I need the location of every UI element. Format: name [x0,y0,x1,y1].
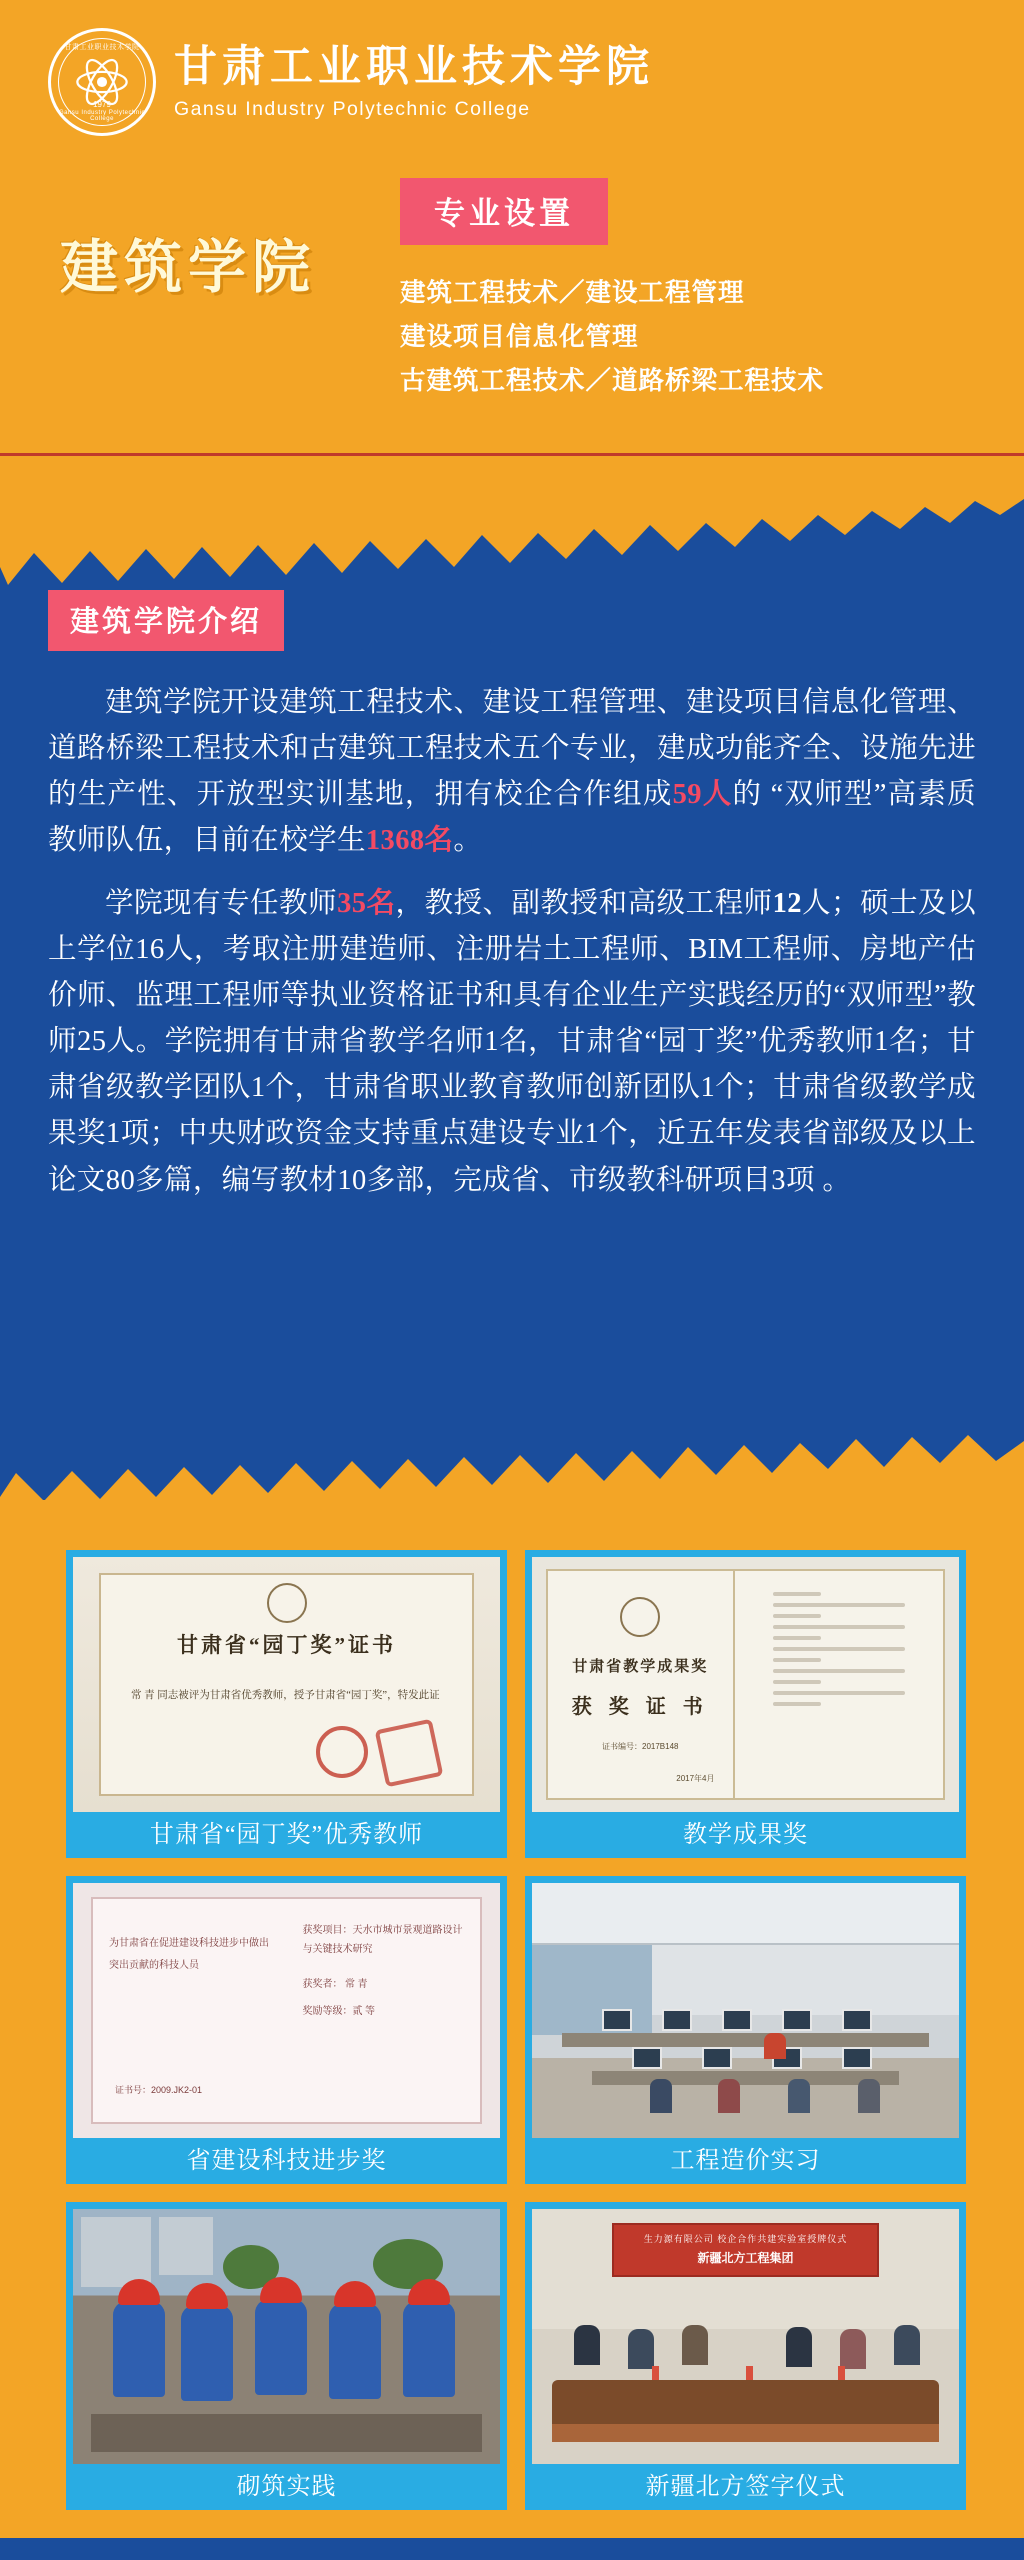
intro-p2-mid-1: ，教授、副教授和高级工程师 [395,887,773,919]
banner-small-text: 生力源有限公司 校企合作共建实验室授牌仪式 [643,2234,848,2244]
intro-p2-mid-2: 人；硕士及以上学位16人，考取注册建造师、注册岩土工程师、BIM工程师、房地产估价师、监理工程师等执业资格证书和具有企业生产实践经历的“双师型”教师25人。学院拥有甘肃省教学名师1名，甘肃省“园丁奖”优秀教师1名；甘肃省级教学团队1个，甘肃省职业教育教师创新团队1个；甘肃省级教学成果奖1项；中央财政资金支持重点建设专业1个，近五年发表省部级及以上论文80多篇，编写教材10多部，完成省、市级教科研项目3项 。 [48,887,976,1196]
photo-caption: 教学成果奖 [683,1822,808,1848]
cert-number: 证书号：2009.JK2-01 [115,2085,203,2095]
photo-caption: 新疆北方签字仪式 [645,2474,846,2500]
cert-subtitle: 获 奖 证 书 [571,1696,709,1718]
major-line: 建设项目信息化管理 [400,321,639,351]
banner-big-text: 新疆北方工程集团 [697,2251,794,2265]
logo-year: 1979 [93,100,111,109]
cert-left-text: 为甘肃省在促进建设科技进步中做出突出贡献的科技人员 [109,1938,269,1971]
cert-grade: 奖励等级：贰 等 [302,2006,375,2017]
majors-list [400,271,824,403]
gallery-card[interactable] [525,2202,966,2510]
gallery-grid [66,1550,966,2510]
page-header [0,0,1024,490]
intro-p1-end: 。 [453,825,483,857]
brand-row [0,0,1024,136]
gallery-card[interactable] [66,2202,507,2510]
gallery-card[interactable] [66,1550,507,1858]
major-line: 建筑工程技术／建设工程管理 [400,278,745,307]
intro-text [48,680,976,1220]
intro-p1-highlight-2: 1368名 [365,825,454,857]
brand-name-en: Gansu Industry Polytechnic College [174,98,531,121]
photo-caption: 工程造价实习 [670,2148,821,2174]
cert-project: 获奖项目：天水市城市景观道路设计与关键技术研究 [302,1925,463,1955]
brand-name-cn: 甘肃工业职业技术学院 [174,43,654,91]
college-logo-icon [48,28,156,136]
majors-block [400,178,824,403]
photo-signing-ceremony [532,2209,959,2464]
brand-text [174,43,654,121]
intro-paragraph-2 [48,881,976,1204]
major-line: 古建筑工程技术／道路桥梁工程技术 [400,365,825,395]
majors-badge: 专业设置 [400,178,608,245]
logo-top-text: 甘肃工业职业技术学院 [64,44,140,51]
intro-p1-mid: 的 “双师型”高素质教师队伍，目前在校学生 [48,779,976,857]
cert-title: 甘肃省教学成果奖 [572,1659,709,1675]
gallery-section [0,1500,1024,2560]
gallery-card[interactable] [66,1876,507,2184]
cert-number: 证书编号：2017B148 [602,1742,679,1751]
photo-computer-lab [532,1883,959,2138]
footer-bar [0,2538,1024,2560]
college-title-block [0,178,400,403]
intro-p2-highlight-1: 35名 [337,887,396,919]
intro-p2-pre: 学院现有专任教师 [105,887,338,919]
cert-body: 常 青 同志被评为甘肃省优秀教师，授予甘肃省“园丁奖”，特发此证 [131,1690,440,1701]
divider-red [0,453,1024,456]
page-title: 建筑学院 [60,235,317,300]
intro-badge: 建筑学院介绍 [48,590,284,651]
photo-certificate-teaching [532,1557,959,1812]
photo-certificate-construction [73,1883,500,2138]
photo-caption: 砌筑实践 [236,2474,337,2500]
photo-caption: 省建设科技进步奖 [186,2148,387,2174]
photo-caption: 甘肃省“园丁奖”优秀教师 [149,1822,424,1848]
cert-winner: 获奖者： 常 青 [302,1979,368,1990]
header-main [0,136,1024,403]
photo-certificate-gardener [73,1557,500,1812]
intro-p2-bold-1: 12 [772,887,802,919]
gallery-card[interactable] [525,1550,966,1858]
intro-paragraph-1 [48,680,976,865]
cert-title: 甘肃省“园丁奖”证书 [177,1633,396,1657]
photo-bricklaying-practice [73,2209,500,2464]
logo-bottom-text: Gansu Industry Polytechnic College [58,110,146,122]
gallery-card[interactable] [525,1876,966,2184]
cert-date: 2017年4月 [676,1774,715,1783]
intro-p1-pre: 建筑学院开设建筑工程技术、建设工程管理、建设项目信息化管理、道路桥梁工程技术和古建筑工程技术五个专业，建成功能齐全、设施先进的生产性、开放型实训基地，拥有校企合作组成 [48,687,976,811]
intro-section [0,490,1024,1520]
intro-p1-highlight-1: 59人 [672,779,733,811]
